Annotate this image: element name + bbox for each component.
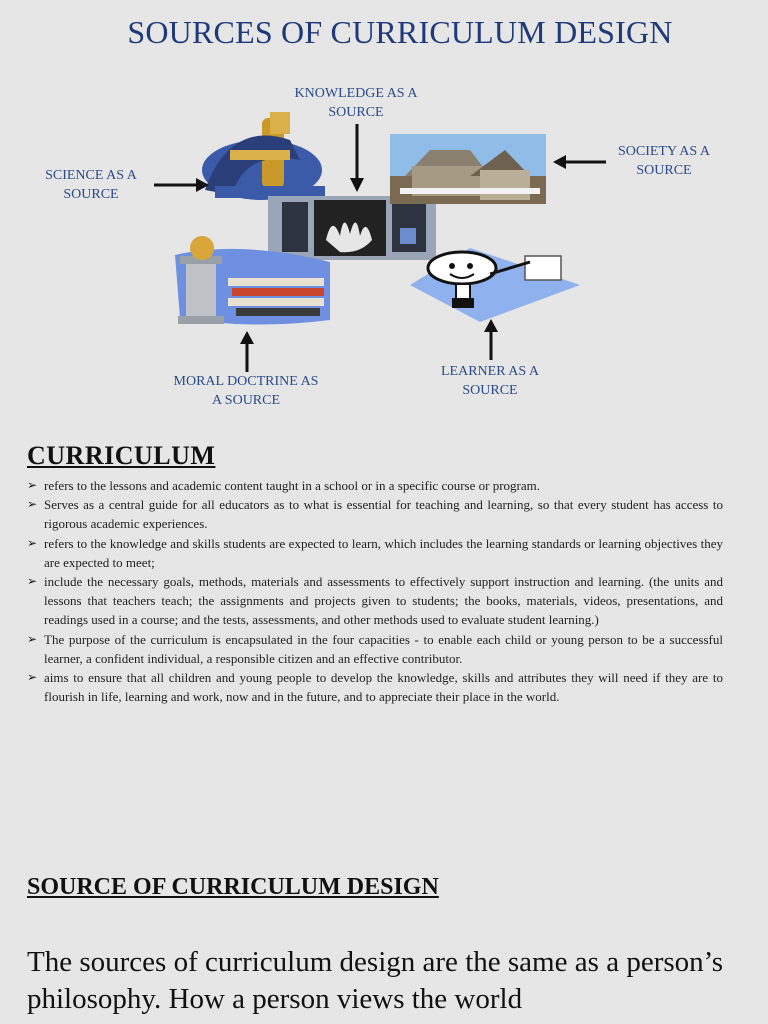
list-item bbox=[27, 495, 723, 533]
curriculum-list bbox=[27, 476, 723, 706]
bullet-arrow-icon: ➢ bbox=[27, 574, 38, 589]
list-item bbox=[27, 476, 723, 495]
list-item-text: refers to the knowledge and skills students are expected to learn, which includes the learning standards or learning objectives they are expected to meet; bbox=[44, 535, 723, 570]
bullet-arrow-icon: ➢ bbox=[27, 631, 38, 646]
label-knowledge-line2: SOURCE bbox=[328, 105, 384, 120]
bullet-arrow-icon: ➢ bbox=[27, 478, 38, 492]
page-title: SOURCES OF CURRICULUM DESIGN bbox=[127, 14, 673, 50]
label-science bbox=[28, 166, 154, 204]
label-moral bbox=[156, 372, 336, 410]
label-society bbox=[600, 142, 728, 180]
bullet-arrow-icon: ➢ bbox=[27, 535, 38, 550]
learner-icon bbox=[410, 248, 580, 322]
label-moral-line2: A SOURCE bbox=[211, 393, 281, 408]
list-item-text: Serves as a central guide for all educators as to what is essential for teaching and learning, so that every student has access to rigorous academic experiences. bbox=[44, 497, 723, 532]
label-society-line2: SOURCE bbox=[636, 163, 692, 178]
list-item bbox=[27, 572, 723, 630]
arrow-knowledge bbox=[348, 124, 366, 194]
list-item bbox=[27, 668, 723, 706]
label-society-line1: SOCIETY AS A bbox=[617, 144, 711, 159]
bullet-arrow-icon: ➢ bbox=[27, 670, 38, 685]
label-science-line1: SCIENCE AS A bbox=[45, 168, 137, 183]
bullet-arrow-icon: ➢ bbox=[27, 497, 38, 512]
list-item-text: aims to ensure that all children and young people to develop the knowledge, skills and attributes they will need if they are to flourish in life, learning and work, now and in the future, and to appreciate their place in the world. bbox=[44, 670, 723, 705]
label-learner-line1: LEARNER AS A bbox=[440, 364, 539, 379]
arrow-moral bbox=[238, 330, 256, 374]
center-hand-icon bbox=[268, 196, 436, 260]
society-icon bbox=[390, 134, 546, 204]
list-item-text: The purpose of the curriculum is encapsulated in the four capacities - to enable each child or young person to be a successful learner, a confident individual, a responsible citizen and an effective contributor. bbox=[44, 631, 723, 666]
label-moral-line1: MORAL DOCTRINE AS bbox=[173, 374, 319, 389]
sources-diagram bbox=[0, 0, 768, 420]
list-item-text: refers to the lessons and academic content taught in a school or in a specific course or program. bbox=[44, 478, 540, 493]
label-knowledge bbox=[276, 84, 436, 122]
label-science-line2: SOURCE bbox=[63, 187, 119, 202]
arrow-science bbox=[154, 176, 210, 194]
label-knowledge-line1: KNOWLEDGE AS A bbox=[294, 86, 418, 101]
source-heading: SOURCE OF CURRICULUM DESIGN bbox=[27, 874, 439, 900]
list-item bbox=[27, 630, 723, 668]
curriculum-heading: CURRICULUM bbox=[27, 441, 216, 470]
list-item bbox=[27, 534, 723, 572]
source-paragraph: The sources of curriculum design are the same as a person’s philosophy. How a person views the world bbox=[27, 946, 723, 1015]
microscope-icon bbox=[202, 112, 325, 200]
label-learner-line2: SOURCE bbox=[462, 383, 518, 398]
label-learner bbox=[424, 362, 556, 400]
list-item-text: include the necessary goals, methods, materials and assessments to effectively support instruction and learning. (the units and lessons that teachers teach; the assignments and projects given to students; the books, materials, videos, presentations, and readings used in a course; and the tests, assessments, and other methods used to evaluate student learning.) bbox=[44, 574, 723, 628]
arrow-learner bbox=[482, 318, 500, 362]
